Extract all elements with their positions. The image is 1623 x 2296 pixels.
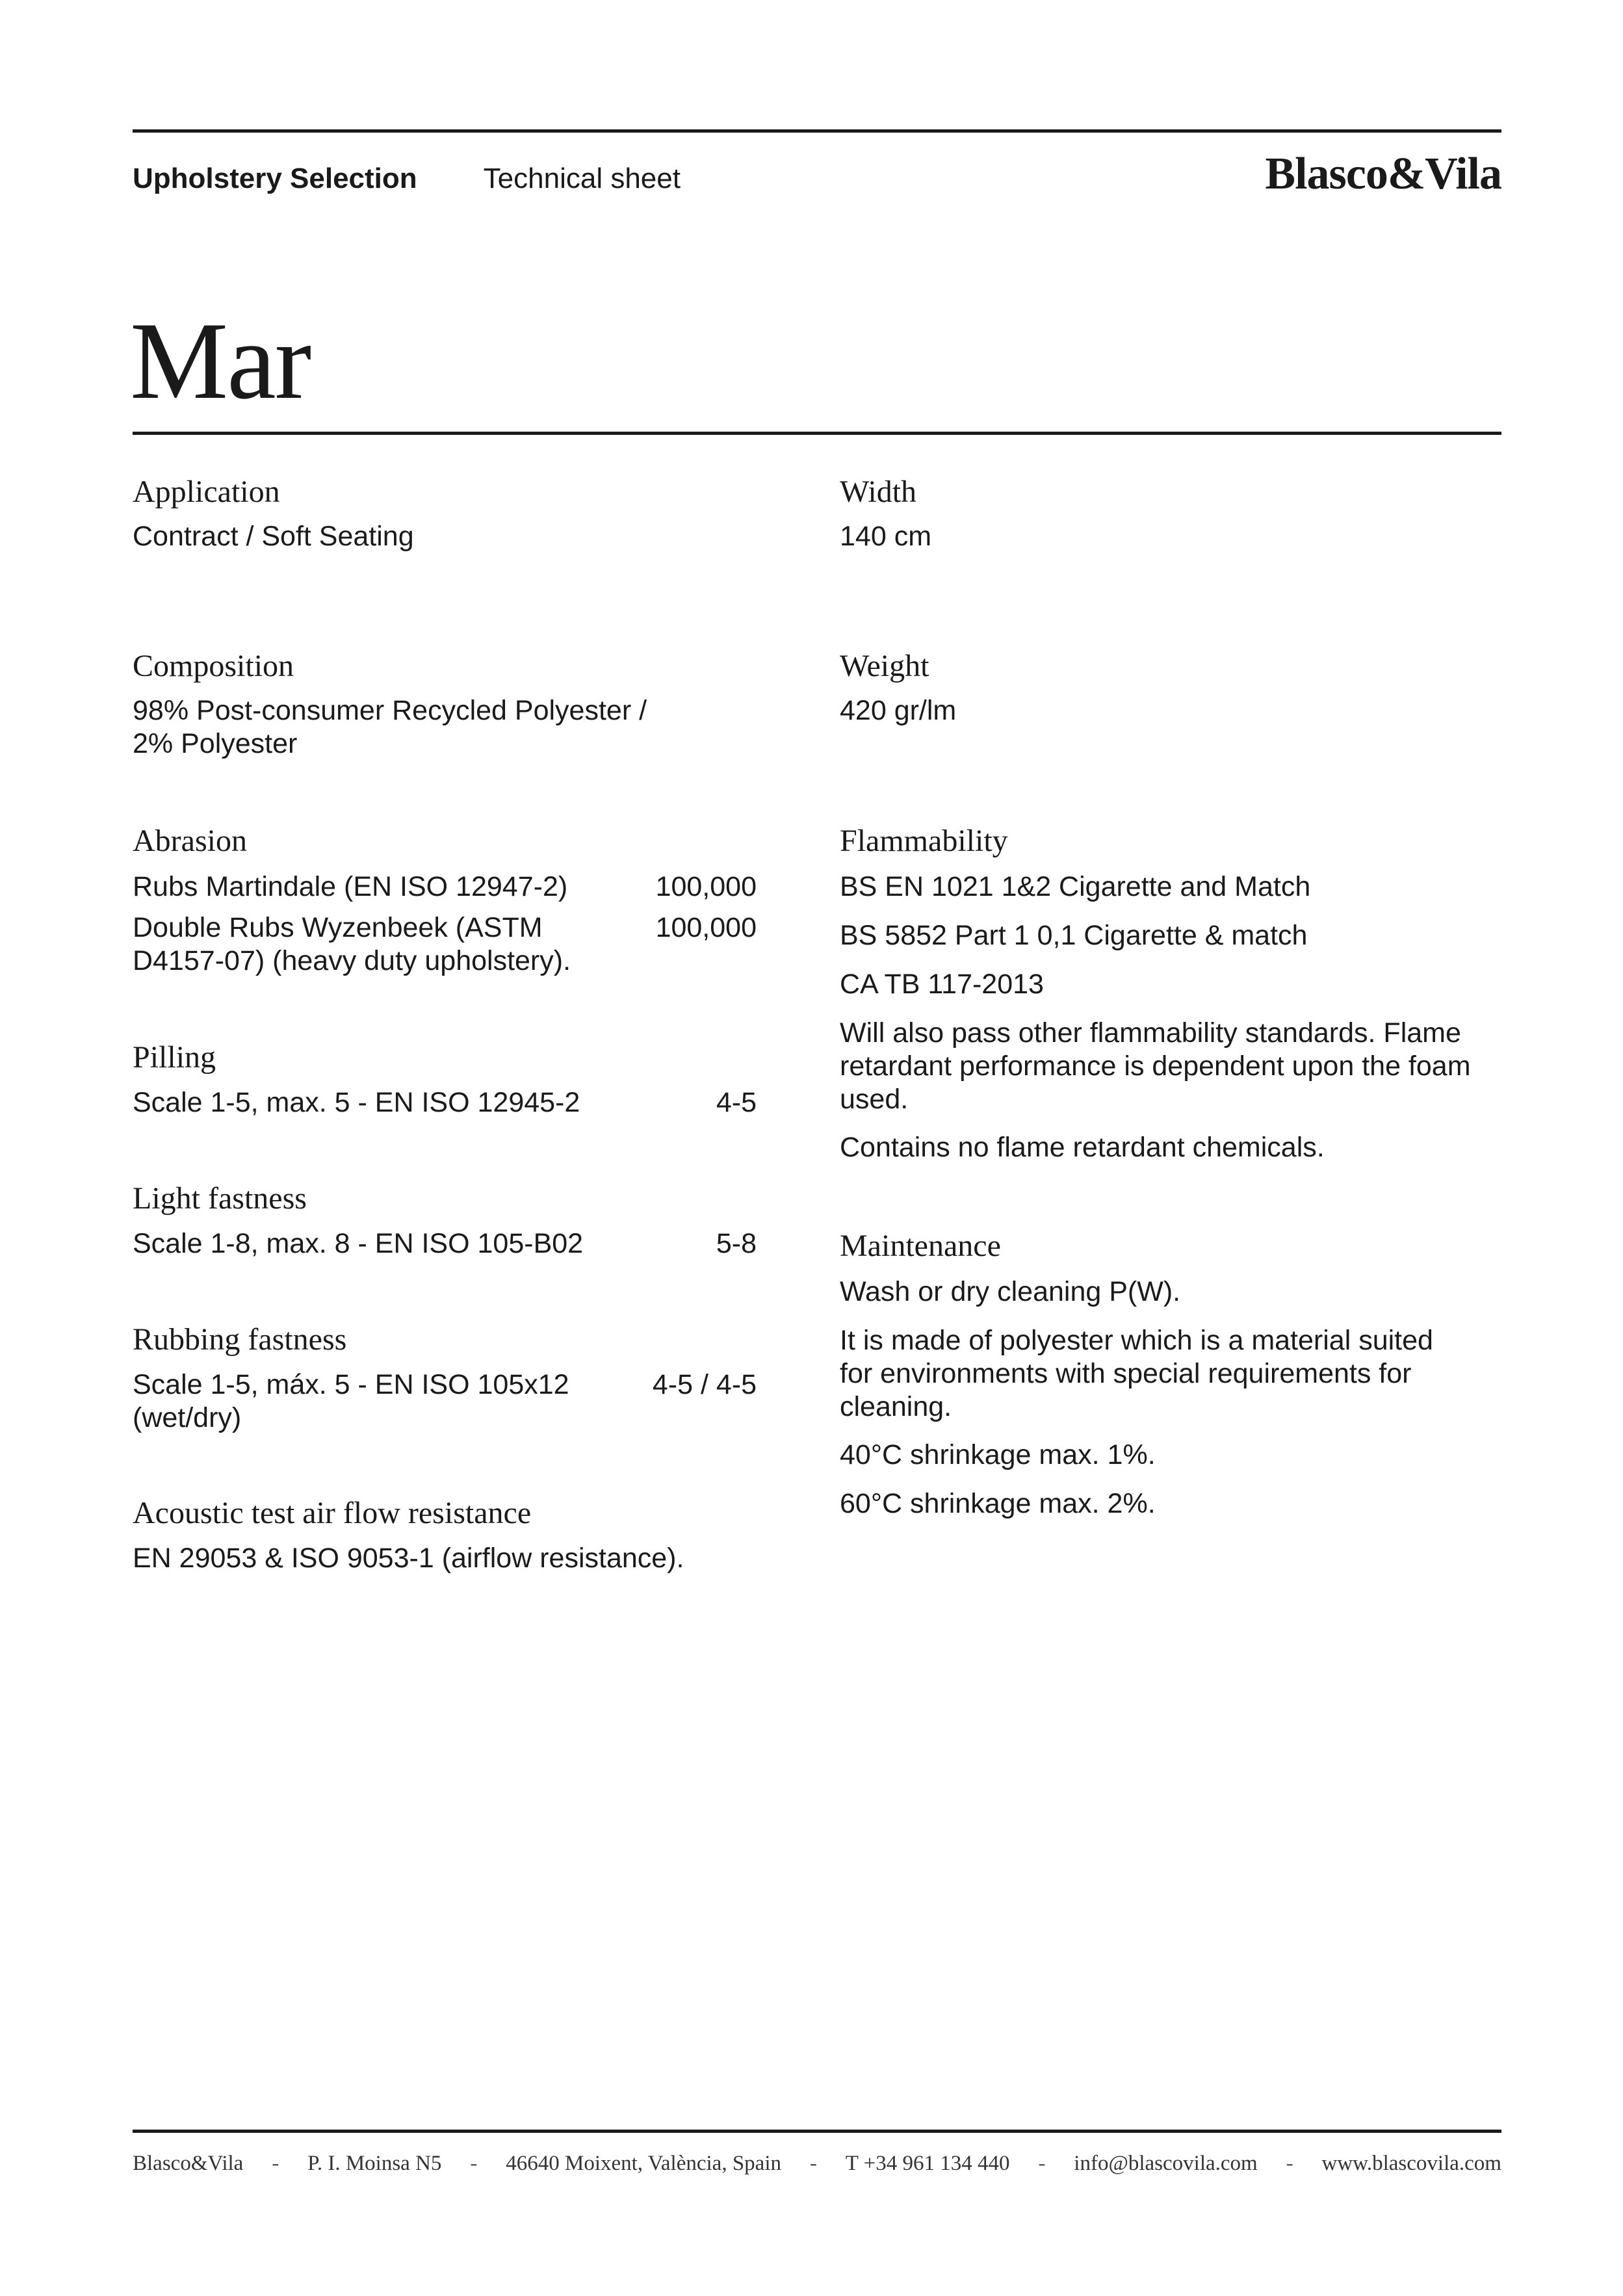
abrasion-row-1-label: Rubs Martindale (EN ISO 12947-2) — [133, 871, 568, 902]
maintenance-para-1: It is made of polyester which is a material suited — [840, 1325, 1433, 1356]
application-heading: Application — [133, 475, 280, 509]
footer-separator: - — [272, 2152, 279, 2175]
abrasion-row-1-value: 100,000 — [655, 871, 757, 902]
selection-label: Upholstery Selection — [133, 163, 417, 194]
application-value: Contract / Soft Seating — [133, 521, 414, 552]
pilling-heading: Pilling — [133, 1040, 216, 1075]
maintenance-line-1: Wash or dry cleaning P(W). — [840, 1276, 1181, 1307]
page-title: Mar — [130, 300, 311, 422]
sheet-label: Technical sheet — [483, 163, 681, 194]
flammability-line-3: CA TB 117-2013 — [840, 969, 1044, 1000]
maintenance-line-2: 40°C shrinkage max. 1%. — [840, 1439, 1156, 1470]
maintenance-heading: Maintenance — [840, 1229, 1001, 1263]
left-column — [133, 0, 757, 2296]
abrasion-row-2-value: 100,000 — [655, 912, 757, 943]
maintenance-para-3: cleaning. — [840, 1391, 952, 1422]
abrasion-heading: Abrasion — [133, 824, 247, 858]
flammability-line-1: BS EN 1021 1&2 Cigarette and Match — [840, 871, 1311, 902]
footer-separator: - — [809, 2152, 817, 2175]
light-fastness-value: 5-8 — [716, 1228, 757, 1259]
flammability-line-4: Contains no flame retardant chemicals. — [840, 1132, 1325, 1163]
flammability-para-2: retardant performance is dependent upon the foam — [840, 1050, 1471, 1082]
rubbing-fastness-label-2: (wet/dry) — [133, 1402, 242, 1433]
footer-website[interactable]: www.blascovila.com — [1321, 2152, 1501, 2175]
composition-line-2: 2% Polyester — [133, 728, 298, 759]
width-heading: Width — [840, 475, 917, 509]
flammability-para-1: Will also pass other flammability standards. Flame — [840, 1017, 1461, 1049]
rubbing-fastness-heading: Rubbing fastness — [133, 1322, 347, 1357]
right-column — [840, 0, 1503, 2296]
footer-company: Blasco&Vila — [133, 2152, 244, 2175]
flammability-para-3: used. — [840, 1084, 909, 1115]
flammability-heading: Flammability — [840, 824, 1008, 858]
footer-phone: T +34 961 134 440 — [845, 2152, 1010, 2175]
pilling-label: Scale 1-5, max. 5 - EN ISO 12945-2 — [133, 1087, 580, 1118]
flammability-line-2: BS 5852 Part 1 0,1 Cigarette & match — [840, 920, 1308, 951]
composition-heading: Composition — [133, 649, 294, 683]
pilling-value: 4-5 — [716, 1087, 757, 1118]
maintenance-para-2: for environments with special requirements for — [840, 1358, 1412, 1389]
abrasion-row-2-label-2: D4157-07) (heavy duty upholstery). — [133, 945, 571, 976]
abrasion-row-2-label-1: Double Rubs Wyzenbeek (ASTM — [133, 912, 543, 943]
footer-separator: - — [1286, 2152, 1293, 2175]
acoustic-heading: Acoustic test air flow resistance — [133, 1496, 532, 1530]
composition-line-1: 98% Post-consumer Recycled Polyester / — [133, 695, 647, 726]
weight-heading: Weight — [840, 649, 929, 683]
brand-logo: Blasco&Vila — [1265, 149, 1501, 199]
width-value: 140 cm — [840, 521, 932, 552]
footer-divider — [133, 2130, 1501, 2133]
footer-email[interactable]: info@blascovila.com — [1074, 2152, 1258, 2175]
rubbing-fastness-label-1: Scale 1-5, máx. 5 - EN ISO 105x12 — [133, 1369, 569, 1400]
weight-value: 420 gr/lm — [840, 695, 957, 726]
footer-separator: - — [1038, 2152, 1046, 2175]
footer-address-1: P. I. Moinsa N5 — [307, 2152, 442, 2175]
light-fastness-heading: Light fastness — [133, 1181, 307, 1216]
footer — [133, 2152, 1501, 2176]
footer-address-2: 46640 Moixent, València, Spain — [506, 2152, 781, 2175]
rubbing-fastness-value: 4-5 / 4-5 — [652, 1369, 757, 1400]
acoustic-value: EN 29053 & ISO 9053-1 (airflow resistance). — [133, 1543, 684, 1574]
maintenance-line-3: 60°C shrinkage max. 2%. — [840, 1488, 1156, 1519]
light-fastness-label: Scale 1-8, max. 8 - EN ISO 105-B02 — [133, 1228, 584, 1259]
footer-separator: - — [470, 2152, 478, 2175]
